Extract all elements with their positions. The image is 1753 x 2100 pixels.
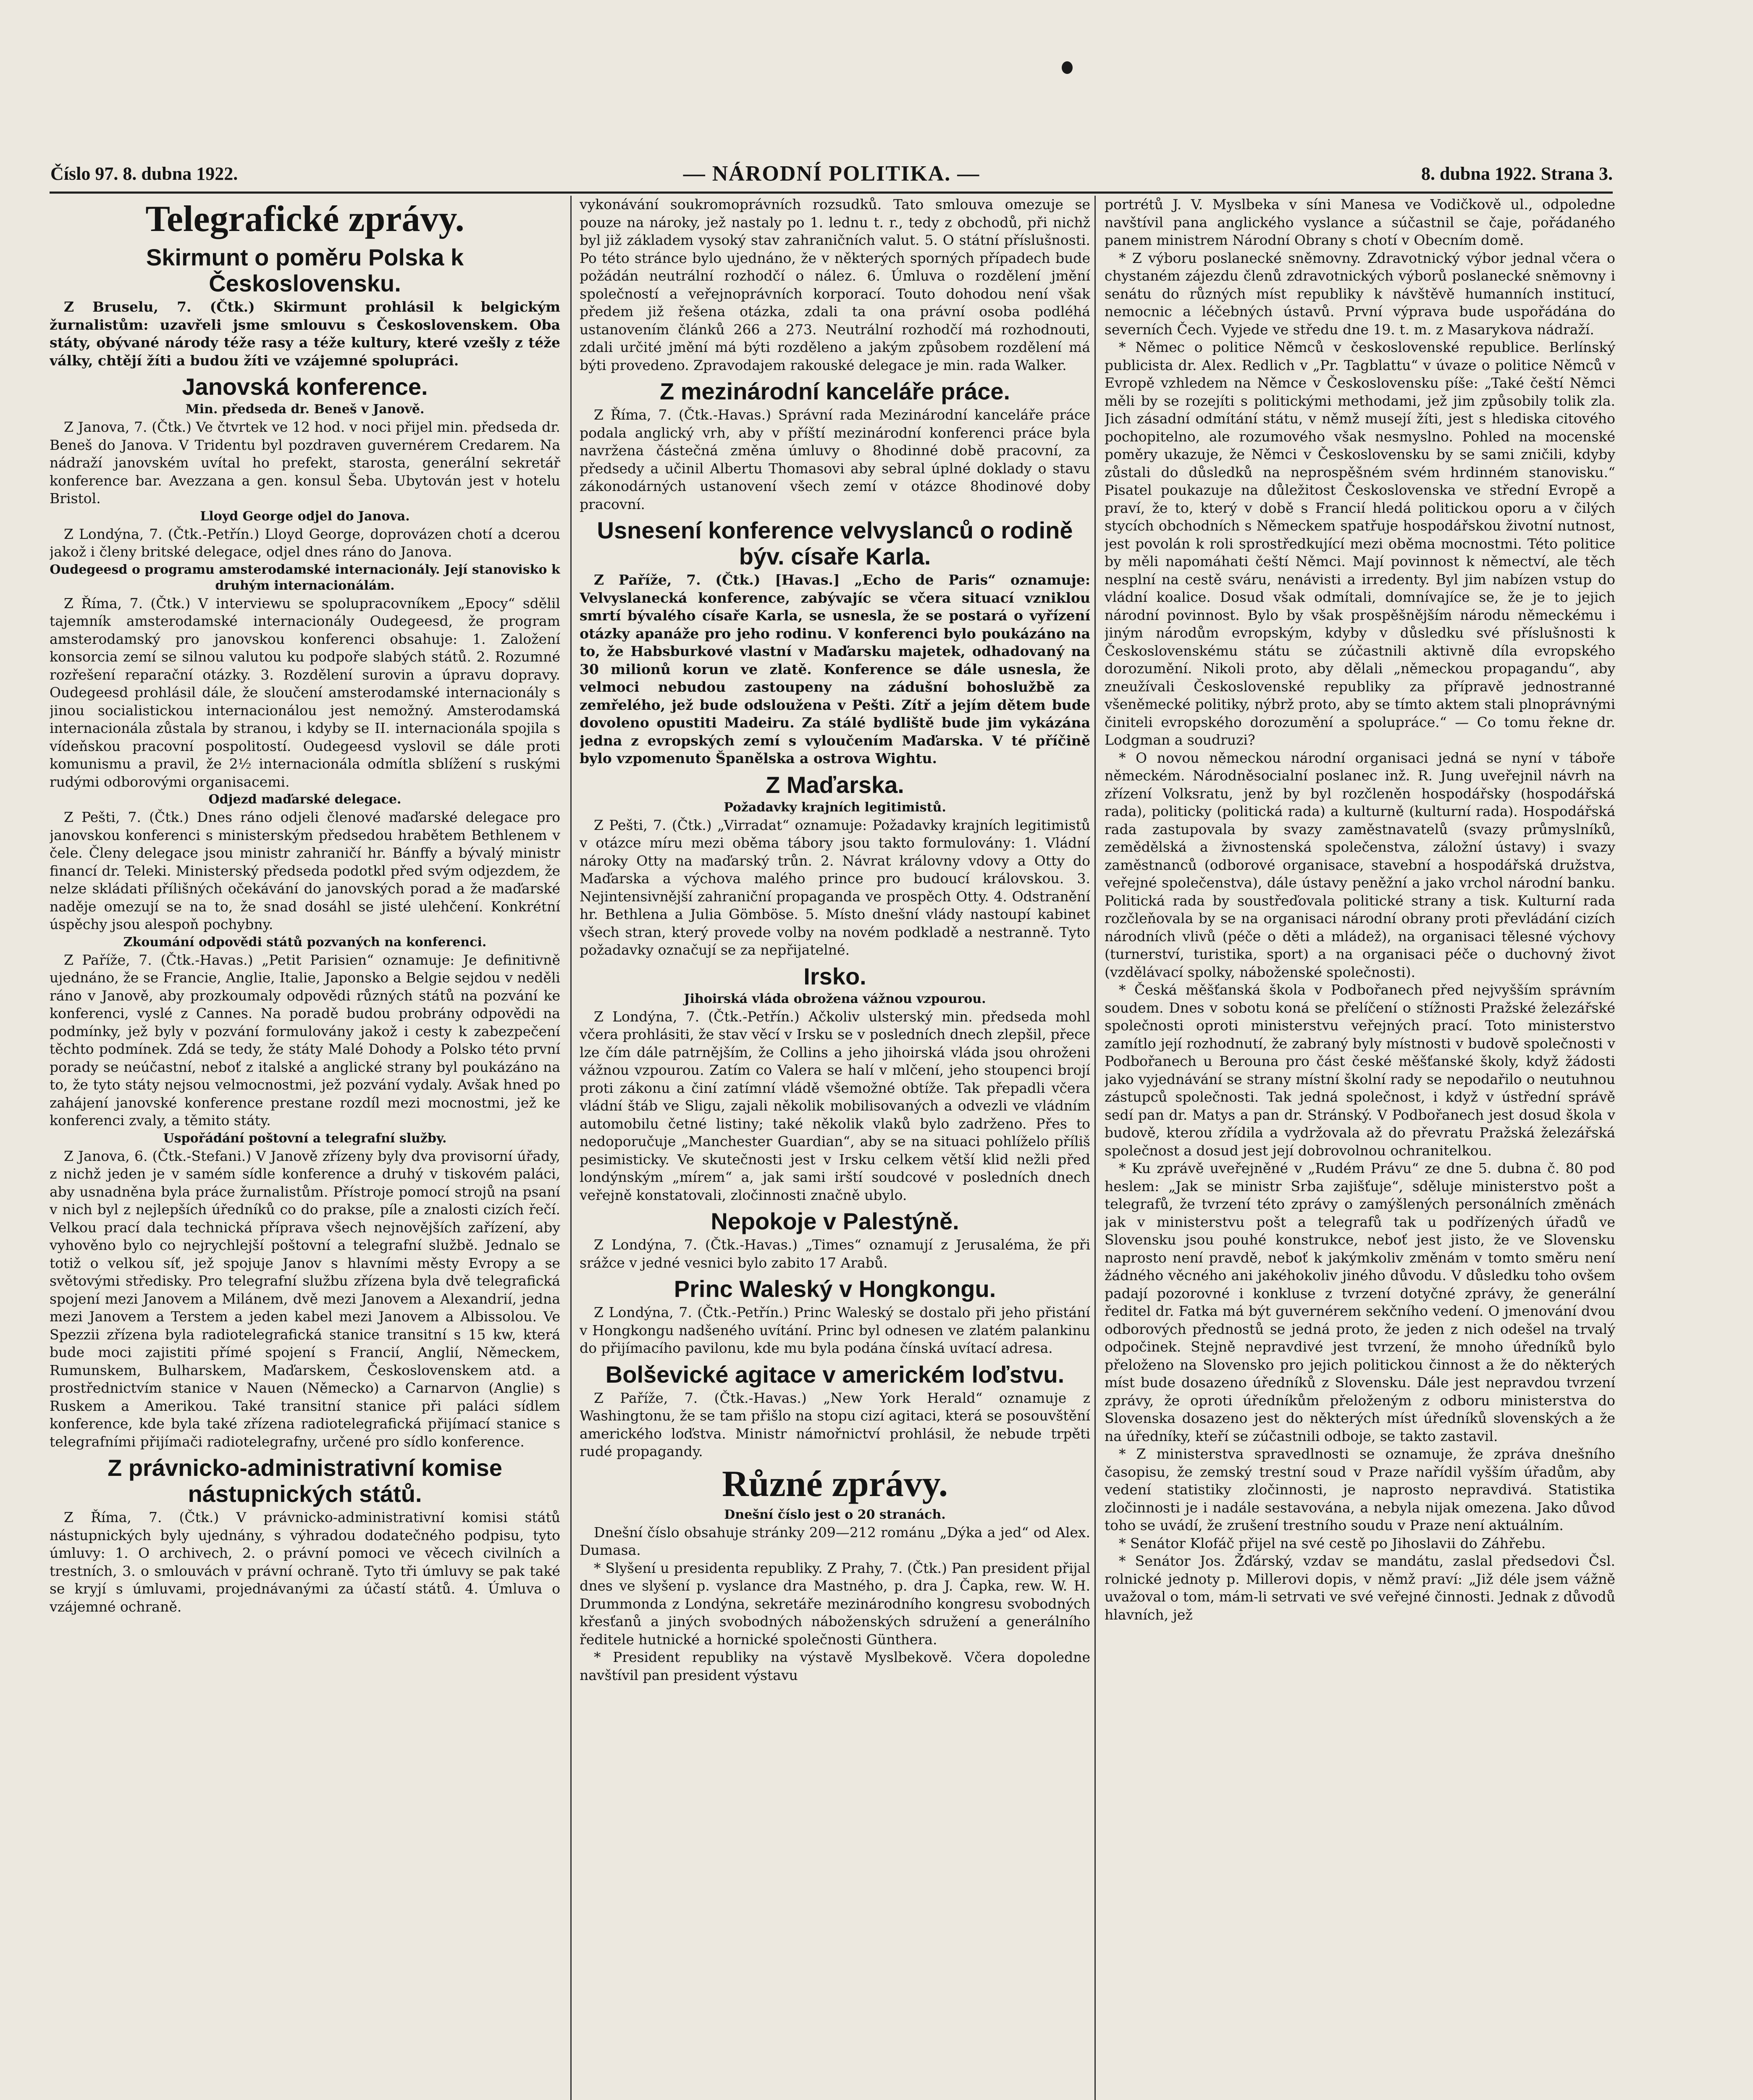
article-paragraph: Z Janova, 6. (Čtk.-Stefani.) V Janově zřízeny byly dva provisorní úřady, z nichž jeden je v samém sídle konference a druhý v tiskovém paláci, aby usnadněna byla práce žurnalistům. Přístroje pomocí strojů na psaní v nich byl z nejlepších úředníků co do prakse, píle a znalosti cizích řečí. Velkou prací dala technická příprava všech nejnovějších zařízení, aby vyhověno bylo co nejrychlejší poštovní a telegrafní službě. Jednalo se totiž o velkou síť, jež spojuje Janov s hlavními městy Evropy a se světovými středisky. Pro telegrafní službu zřízena byla dvě telegrafická spojení mezi Janovem a Milánem, dvě mezi Janovem a Alexandrií, jedna mezi Janovem a Terstem a jeden kabel mezi Janovem a Albissolou. Ve Spezzii zřízena byla radiotelegrafická stanice transitní s 15 kw, která bude moci zajistiti přímé spojení s Francií, Anglií, Německem, Rumunskem, Bulharskem, Maďarskem, Československem atd. a prostřednictvím stanice v Nauen (Německo) a Carnarvon (Anglie) s Ruskem a Amerikou. Také transitní stanice při paláci sídlem konference, kde byla také zřízena radiotelegrafická přijímací stanice s telegrafními přijímači radiotelegrafny, určené pro sídlo konference.	[50, 1147, 560, 1450]
article-paragraph: Z Pešti, 7. (Čtk.) „Virradat“ oznamuje: Požadavky krajních legitimistů v otázce míru mezi oběma tábory jsou takto formulovány: 1. Vládní nároky Otty na maďarský trůn. 2. Návrat královny vdovy a Otty do Maďarska a výchova malého prince pro budoucí královskou. 3. Nejintensivnější zahraniční propaganda ve prospěch Otty. 4. Odstranění hr. Bethlena a Julia Gömböse. 5. Místo dnešní vlády nastoupí kabinet všech stran, který provede volby na novém podkladě a nestranně. Tyto požadavky označují se za nepřijatelné.	[580, 816, 1090, 958]
article-paragraph: * Česká měšťanská škola v Podbořanech před nejvyšším správním soudem. Dnes v sobotu koná se přelíčení o stížnosti Pražské železářské společnosti oproti ministerstvu veřejných prací. Toto ministerstvo zamítlo její rozhodnutí, že zabraný byly místnosti v budově společnosti v Podbořanech u Berouna pro část české měšťanské školy, když žádosti jako vyjednávání se strany místní školní rady se nepodařilo o neutuhnou zástupců společnosti. Tak jedná společnost, i když v ústřední správě sedí pan dr. Matys a pan dr. Stránský. V Podbořanech jest dosud škola v budově, kterou zřídila a vydržovala až do převratu Pražská železářská společnost a dosud jest její dobrovolnou ochranitelkou.	[1105, 982, 1615, 1159]
article-paragraph: Z Janova, 7. (Čtk.) Ve čtvrtek ve 12 hod. v noci přijel min. předseda dr. Beneš do Janova. V Tridentu byl pozdraven guvernérem Credarem. Na nádraží janovském uvítal ho prefekt, starosta, generální sekretář konference bar. Avezzana a gen. konsul Šeba. Ubytován jest v hotelu Bristol.	[50, 419, 560, 507]
article-headline: Princ Waleský v Hongkongu.	[674, 1276, 996, 1302]
article-headline: Bolševické agitace v americkém loďstvu.	[605, 1361, 1065, 1388]
article-subheadline: Požadavky krajních legitimistů.	[724, 800, 946, 815]
header-rule	[50, 192, 1613, 194]
article-paragraph: Z Londýna, 7. (Čtk.-Petřín.) Princ Waleský se dostalo při jeho přistání v Hongkongu nadšeného uvítání. Princ byl odnesen ve zlatém palankinu do přijímacího pavilonu, kde mu byla podána čínská uvítací adresa.	[580, 1304, 1090, 1356]
article-paragraph: Z Paříže, 7. (Čtk.-Havas.) „New York Herald“ oznamuje z Washingtonu, že se tam přišlo na stopu cizí agitaci, která se posouvštění amerického loďstva. Ministr námořnictví prohlásil, že nebude trpěti rudé propagandy.	[580, 1389, 1090, 1460]
issue-info: Číslo 97. 8. dubna 1922.	[50, 163, 238, 184]
article-paragraph: * O novou německou národní organisaci jedná se nyní v táboře německém. Národněsocialní poslanec inž. R. Jung uveřejnil návrh na zřízení Volksratu, jenž by byl rozčleněn hospodářsky (hospodářská rada), politicky (politická rada) a kulturně (kulturní rada). Hospodářská rada zastupovala by svazy zaměstnavatelů (svazy průmyslníků, zemědělská a živnostenská společenstva, záložní ústavy) i svazy zaměstnanců (odborové organisace, stavební a hospodářská družstva, veřejné společenstva), dále ústavy peněžní a jako vrchol národní banku. Politická rada by soustřeďovala politické strany a tisk. Kulturní rada rozčleňovala by se na organisaci národní obrany proti převládání cizích národních vlivů (péče o děti a mládež), na organisaci tělesné výchovy (turnerství, turistika, sport) a na organisaci péče o duchovný život (vzdělávací spolky, náboženské společnosti).	[1105, 749, 1615, 980]
article-paragraph: * Z ministerstva spravedlnosti se oznamuje, že zpráva dnešního časopisu, že zemský trestní soud v Praze nařídil vyšším úřadům, aby vedení statistiky zločinnosti, je naprosto nepravdivá. Statistika zločinnosti je i nadále sestavována, a nebyla nijak omezena. Jako důvod toho se uvádí, že zrušení trestního soudu v Praze není aktuálním.	[1105, 1446, 1615, 1533]
column-2	[580, 196, 1090, 2100]
article-paragraph: * Slyšení u presidenta republiky. Z Prahy, 7. (Čtk.) Pan president přijal dnes ve slyšení p. vyslance dra Mastného, p. dra J. Čapka, rew. W. H. Drummonda z Londýna, sekretáře mezinárodního kongresu svobodných křesťanů a jiných svobodných náboženských sdružení a generálního ředitele hutnické a hornické společnosti Günthera.	[580, 1559, 1090, 1648]
section-title: Různé zprávy.	[722, 1463, 948, 1504]
article-headline: Skirmunt o poměru Polska k Československu.	[146, 244, 464, 297]
article-headline: Irsko.	[803, 963, 866, 990]
article-paragraph: Z Říma, 7. (Čtk.-Havas.) Správní rada Mezinárodní kanceláře práce podala anglický vrh, aby v příští mezinárodní konferenci práce byla navržena částečná změna úmluvy o 8hodinné době pracovní, za předsedy a učinil Albertu Thomasovi aby sebral úplné doklady o stavu zákonodárných ustanovení všech zemí v otázce 8hodinové doby pracovní.	[580, 407, 1090, 512]
article-paragraph: Z Londýna, 7. (Čtk.-Havas.) „Times“ oznamují z Jerusaléma, že při srážce v jedné vesnici bylo zabito 17 Arabů.	[580, 1236, 1090, 1271]
column-1	[50, 196, 560, 2100]
article-paragraph: * Z výboru poslanecké sněmovny. Zdravotnický výbor jednal včera o chystaném zájezdu členů zdravotnických výborů poslanecké sněmovny i senátu do různých míst republiky k návštěvě humanních institucí, nemocnic a léčebných ústavů. První výprava bude uspořádána do severních Čech. Vyjede ve středu dne 19. t. m. z Masarykova nádraží.	[1105, 249, 1615, 338]
article-paragraph: * Senátor Klofáč přijel na své cestě po Jihoslavii do Záhřebu.	[1119, 1535, 1546, 1551]
article-headline: Z mezinárodní kanceláře práce.	[659, 378, 1010, 404]
article-subheadline: Jihoirská vláda obrožena vážnou vzpourou.	[684, 991, 986, 1006]
article-headline: Z Maďarska.	[766, 771, 904, 798]
article-headline: Usnesení konference velvyslanců o rodině býv. císaře Karla.	[597, 517, 1073, 570]
punch-hole	[1062, 61, 1073, 74]
article-paragraph: Z Londýna, 7. (Čtk.-Petřín.) Ačkoliv ulsterský min. předseda mohl včera prohlásiti, že stav věcí v Irsku se v posledních dnech zlepšil, přece lze čím dále patrnějším, že Collins a jeho jihoirská vláda jsou ohroženi vážnou vzpourou. Zatím co Valera se halí v mlčení, jeho stoupenci brojí proti zákonu a činí zatímní vládě všemožné obtíže. Tak přepadli včera vládní štáb ve Sligu, zajali několik mobilisovaných a odvezli ve vládním automobilu četné listiny; také několik vlaků bylo zadrženo. Přes to nedoporučuje „Manchester Guardian“, aby se na situaci pohlíželo příliš pesimisticky. Ve skutečnosti jest v Irsku celkem větší klid nežli před londýnským „mírem“ a, jak sami irští soudcové v posledních dnech veřejně konstatovali, zločinnosti značně ubylo.	[580, 1008, 1090, 1203]
masthead: — NÁRODNÍ POLITIKA. —	[683, 162, 980, 186]
page-header	[50, 159, 1613, 188]
article-subheadline: Zkoumání odpovědi států pozvaných na konferenci.	[123, 934, 487, 950]
article-subheadline: Lloyd George odjel do Janova.	[200, 509, 410, 524]
article-paragraph: Z Paříže, 7. (Čtk.) [Havas.] „Echo de Paris“ oznamuje: Velvyslanecká konference, zabývajíc se včera situací vzniklou smrtí bývalého císaře Karla, se usnesla, že se postará o vyřízení otázky apanáže pro jeho rodinu. V konferenci bylo poukázáno na to, že Habsburkové vlastní v Maďarsku majetek, odhadovaný na 30 milionů korun ve zlatě. Konference se dále usnesla, že velmoci nebudou zastoupeny na zádušní bohoslužbě za zemřelého, jež bude odsloužena v Pešti. Zítř a jejím dětem bude dovoleno opustiti Madeiru. Za stálé bydliště bude jim vykázána jedna z evropských zemí s vyloučením Maďarska. V té příčině bylo vzpomenuto Španělska a ostrova Wightu.	[580, 572, 1090, 766]
article-paragraph: Z Bruselu, 7. (Čtk.) Skirmunt prohlásil k belgickým žurnalistům: uzavřeli jsme smlouvu s Československem. Oba státy, obývané národy téže rasy a téže kultury, které vzešly z téže války, chtějí žíti a budou žíti ve vzájemné spolupráci.	[50, 299, 560, 369]
section-title: Telegrafické zprávy.	[145, 199, 464, 239]
article-paragraph: Z Paříže, 7. (Čtk.-Havas.) „Petit Parisien“ oznamuje: Je definitivně ujednáno, že se Francie, Anglie, Italie, Japonsko a Belgie sejdou v neděli ráno v Janově, aby prozkoumaly odpovědi různých států na pozvání ke konferenci, vyslé z Cannes. Na poradě budou probrány odpovědi na podmínky, jež byly v pozvání formulovány jakož i cesty k zabezpečení těchto podmínek. Zdá se tedy, že státy Malé Dohody a Polsko této první porady se neúčastní, neboť z italské a anglické strany byl poukázáno na to, že tyto státy nejsou velmocnostmi, jež pozvání vydaly. Avšak hned po zahájení janovské konference prestane rozdíl mezi mocnostmi, jež ke konferenci zvaly, a těmito státy.	[50, 951, 560, 1129]
article-paragraph: * Senátor Jos. Žďárský, vzdav se mandátu, zaslal předsedovi Čsl. rolnické jednoty p. Millerovi dopis, v němž praví: „Již déle jsem vážně uvažoval o tom, mám-li setrvati ve své veřejné činnosti. Jednak z důvodů hlavních, jež	[1105, 1553, 1615, 1623]
article-paragraph: Dnešní číslo obsahuje stránky 209—212 románu „Dýka a jed“ od Alex. Dumasa.	[580, 1524, 1090, 1558]
article-paragraph: * Ku zprávě uveřejněné v „Rudém Právu“ ze dne 5. dubna č. 80 pod heslem: „Jak se ministr Srba zajišťuje“, sděluje ministerstvo pošt a telegrafů, že tvrzení této zprávy o zamýšlených personálních změnách jak v ministerstvu pošt a telegrafů tak u podřízených úřadů ve Slovensku jsou pouhé konstrukce, neboť jest jisto, že ve Slovensku naprosto není pravdě, neboť k jakýmkoliv změnám v tomto směru není žádného věcného ani jakéhokoliv jiného důvodu. V důsledku toho ovšem padají pozorovné i konkluse z tvrzení dotyčné zprávy, že generální ředitel dr. Fatka má být guvernérem sekčního vedení. O jmenování dvou odborových přednostů se jedná proto, že jeden z nich odešel na trvalý odpočinek. Stejně nepravdivé jest tvrzení, že mnoho úředníků bylo přeloženo na Slovensko pro jejich politickou činnost a že do některých míst bude dosazeno úředníků z Slovensku. Dále jest nepravdou tvrzení zprávy, že oproti úředníkům přeloženým z odboru ministerstva do Slovenska dosazeno jest do některých míst úředníků slovenských a že na úředníky, kteří se zúčastnili odboje, se takto zastavil.	[1105, 1160, 1615, 1444]
article-paragraph: portrétů J. V. Myslbeka v síni Manesa ve Vodičkově ul., odpoledne navštívil pana anglického vyslance a súčastnil se čaje, pořádaného panem ministrem Národní Obrany s chotí v Obecním domě.	[1105, 196, 1615, 248]
article-paragraph: Z Londýna, 7. (Čtk.-Petřín.) Lloyd George, doprovázen chotí a dcerou jakož i členy britské delegace, odjel dnes ráno do Janova.	[50, 525, 560, 560]
article-subheadline: Odjezd maďarské delegace.	[208, 792, 402, 807]
date-page-info: 8. dubna 1922. Strana 3.	[1421, 163, 1613, 184]
article-subheadline: Min. předseda dr. Beneš v Janově.	[185, 402, 425, 417]
article-paragraph: vykonávání soukromoprávních rozsudků. Tato smlouva omezuje se pouze na nároky, jež nastaly po 1. lednu t. r., tedy z obchodů, při nichž byl již základem vysoký stav zahraničních valut. 5. O státní příslušnosti. Po této stránce bylo ujednáno, že v některých sporných případech bude požádán neutrální rozhodčí o nález. 6. Úmluva o rozdělení jmění společností a veřejnoprávních korporací. Touto dohodou není však předem již řešena otázka, zdali ta ona právní osoba podléhá ustanovením článků 266 a 273. Neutrální rozhodčí má rozhodnouti, zdali určité jmění má býti rozděleno a jakým způsobem rozdělení má býti provedeno. Zpravodajem rakouské delegace je min. rada Walker.	[580, 196, 1090, 373]
article-headline: Nepokoje v Palestýně.	[711, 1208, 959, 1234]
article-headline: Janovská konference.	[182, 373, 428, 400]
article-paragraph: * Němec o politice Němců v československé republice. Berlínský publicista dr. Alex. Redlich v „Pr. Tagblattu“ v úvaze o politice Němců v Evropě vzhledem na Němce v Československu píše: „Také čeští Němci měli by se rozejíti s politickými methodami, jež jim způsobily tolik zla. Jich zásadní odmítání státu, v němž musejí žíti, jest s hlediska citového pochopitelno, ale rozumového však nesmyslno. Pohled na mocenské poměry ukazuje, že Němci v Československu by se sami zničili, kdyby zůstali do důsledků na neprospěšném svém hrdinném stanovisku.“ Pisatel poukazuje na důležitost Československa ve střední Evropě a praví, že to, který v době s Francií hledá politickou oporu a v čilých stycích obchodních s Německem spatřuje hospodářskou životní nutnost, jest povolán k roli sprostředkující mezi oběma mocnostmi. Této politice by měli napomáhati čeští Němci. Mají povinnost k němectví, ale těch nesplní na cestě sváru, nenávisti a irredenty. Byl jim nabízen vstup do vládní koalice. Dosud však odmítali, domnívajíce se, že je to jejich národní povinnost. Bylo by však prospěšnějším národu německému i jiným národům evropským, kdyby v důsledku své příslušnosti k Československému státu se zúčastnili aktivně díla evropského dorozumění. Nikoli proto, aby dělali „německou propagandu“, aby zneužívali Československé republiky za přípravě jednostranné všeněmecké politiky, nýbrž proto, aby se tímto aktem stali plnoprávnými činiteli evropského dorozumění a spolupráce.“ — Co tomu řekne dr. Lodgman a soudruzi?	[1105, 339, 1615, 748]
article-subheadline: Uspořádání poštovní a telegrafní služby.	[163, 1131, 447, 1146]
article-paragraph: * President republiky na výstavě Myslbekově. Včera dopoledne navštívil pan president výstavu	[580, 1649, 1090, 1683]
article-paragraph: Z Říma, 7. (Čtk.) V interviewu se spolupracovníkem „Epocy“ sdělil tajemník amsterodamské internacionály Oudegeesd, že program amsterodamský pro janovskou konferenci obsahuje: 1. Založení konsorcia zemí se silnou valutou ku podpoře slabých států. 2. Rozumné rozřešení reparační otázky. 3. Rozdělení surovin a úpravu dopravy. Oudegeesd prohlásil dále, že sloučení amsterodamské internacionály s jinou socialistickou internacionálou jest nemožný. Amsterodamská internacionála zůstala by stranou, i kdyby se II. internacionála spojila s vídeňskou pracovní pospolitostí. Oudegeesd vyslovil se dále proti komunismu a pravil, že 2½ internacionála odmítla sblížení s ruskými rudými odborovými organisacemi.	[50, 595, 560, 790]
column-rule	[1094, 196, 1096, 2100]
article-subheadline: Oudegeesd o programu amsterodamské internacionály. Její stanovisko k druhým internacionálám.	[50, 562, 560, 593]
article-paragraph: Z Pešti, 7. (Čtk.) Dnes ráno odjeli členové maďarské delegace pro janovskou konferenci s ministerským předsedou hrabětem Bethlenem v čele. Členy delegace jsou ministr zahraničí hr. Bánffy a bývalý ministr financí dr. Teleki. Ministerský předseda podotkl před svým odjezdem, že nelze skládati přílišných očekávání do janovských porad a že maďarské naděje omezují se na to, že snad dosáhl se jisté ulehčení. Konkrétní úspěchy jsou alespoň pochybny.	[50, 809, 560, 932]
article-headline: Z právnicko-administrativní komise nástupnických států.	[108, 1454, 502, 1507]
column-3	[1105, 196, 1615, 2100]
article-paragraph: Z Říma, 7. (Čtk.) V právnicko-administrativní komisi států nástupnických byly ujednány, s výhradou dodatečného podpisu, tyto úmluvy: 1. O archivech, 2. o právní pomoci ve věcech civilních a trestních, 3. o smlouvách v právní ochraně. Tyto tři úmluvy se pak také se kryjí s úmluvami, projednávanými za účastí států. 4. Úmluva o vzájemné ochraně.	[50, 1509, 560, 1615]
column-rule	[570, 196, 572, 2100]
article-subheadline: Dnešní číslo jest o 20 stranách.	[724, 1507, 946, 1522]
